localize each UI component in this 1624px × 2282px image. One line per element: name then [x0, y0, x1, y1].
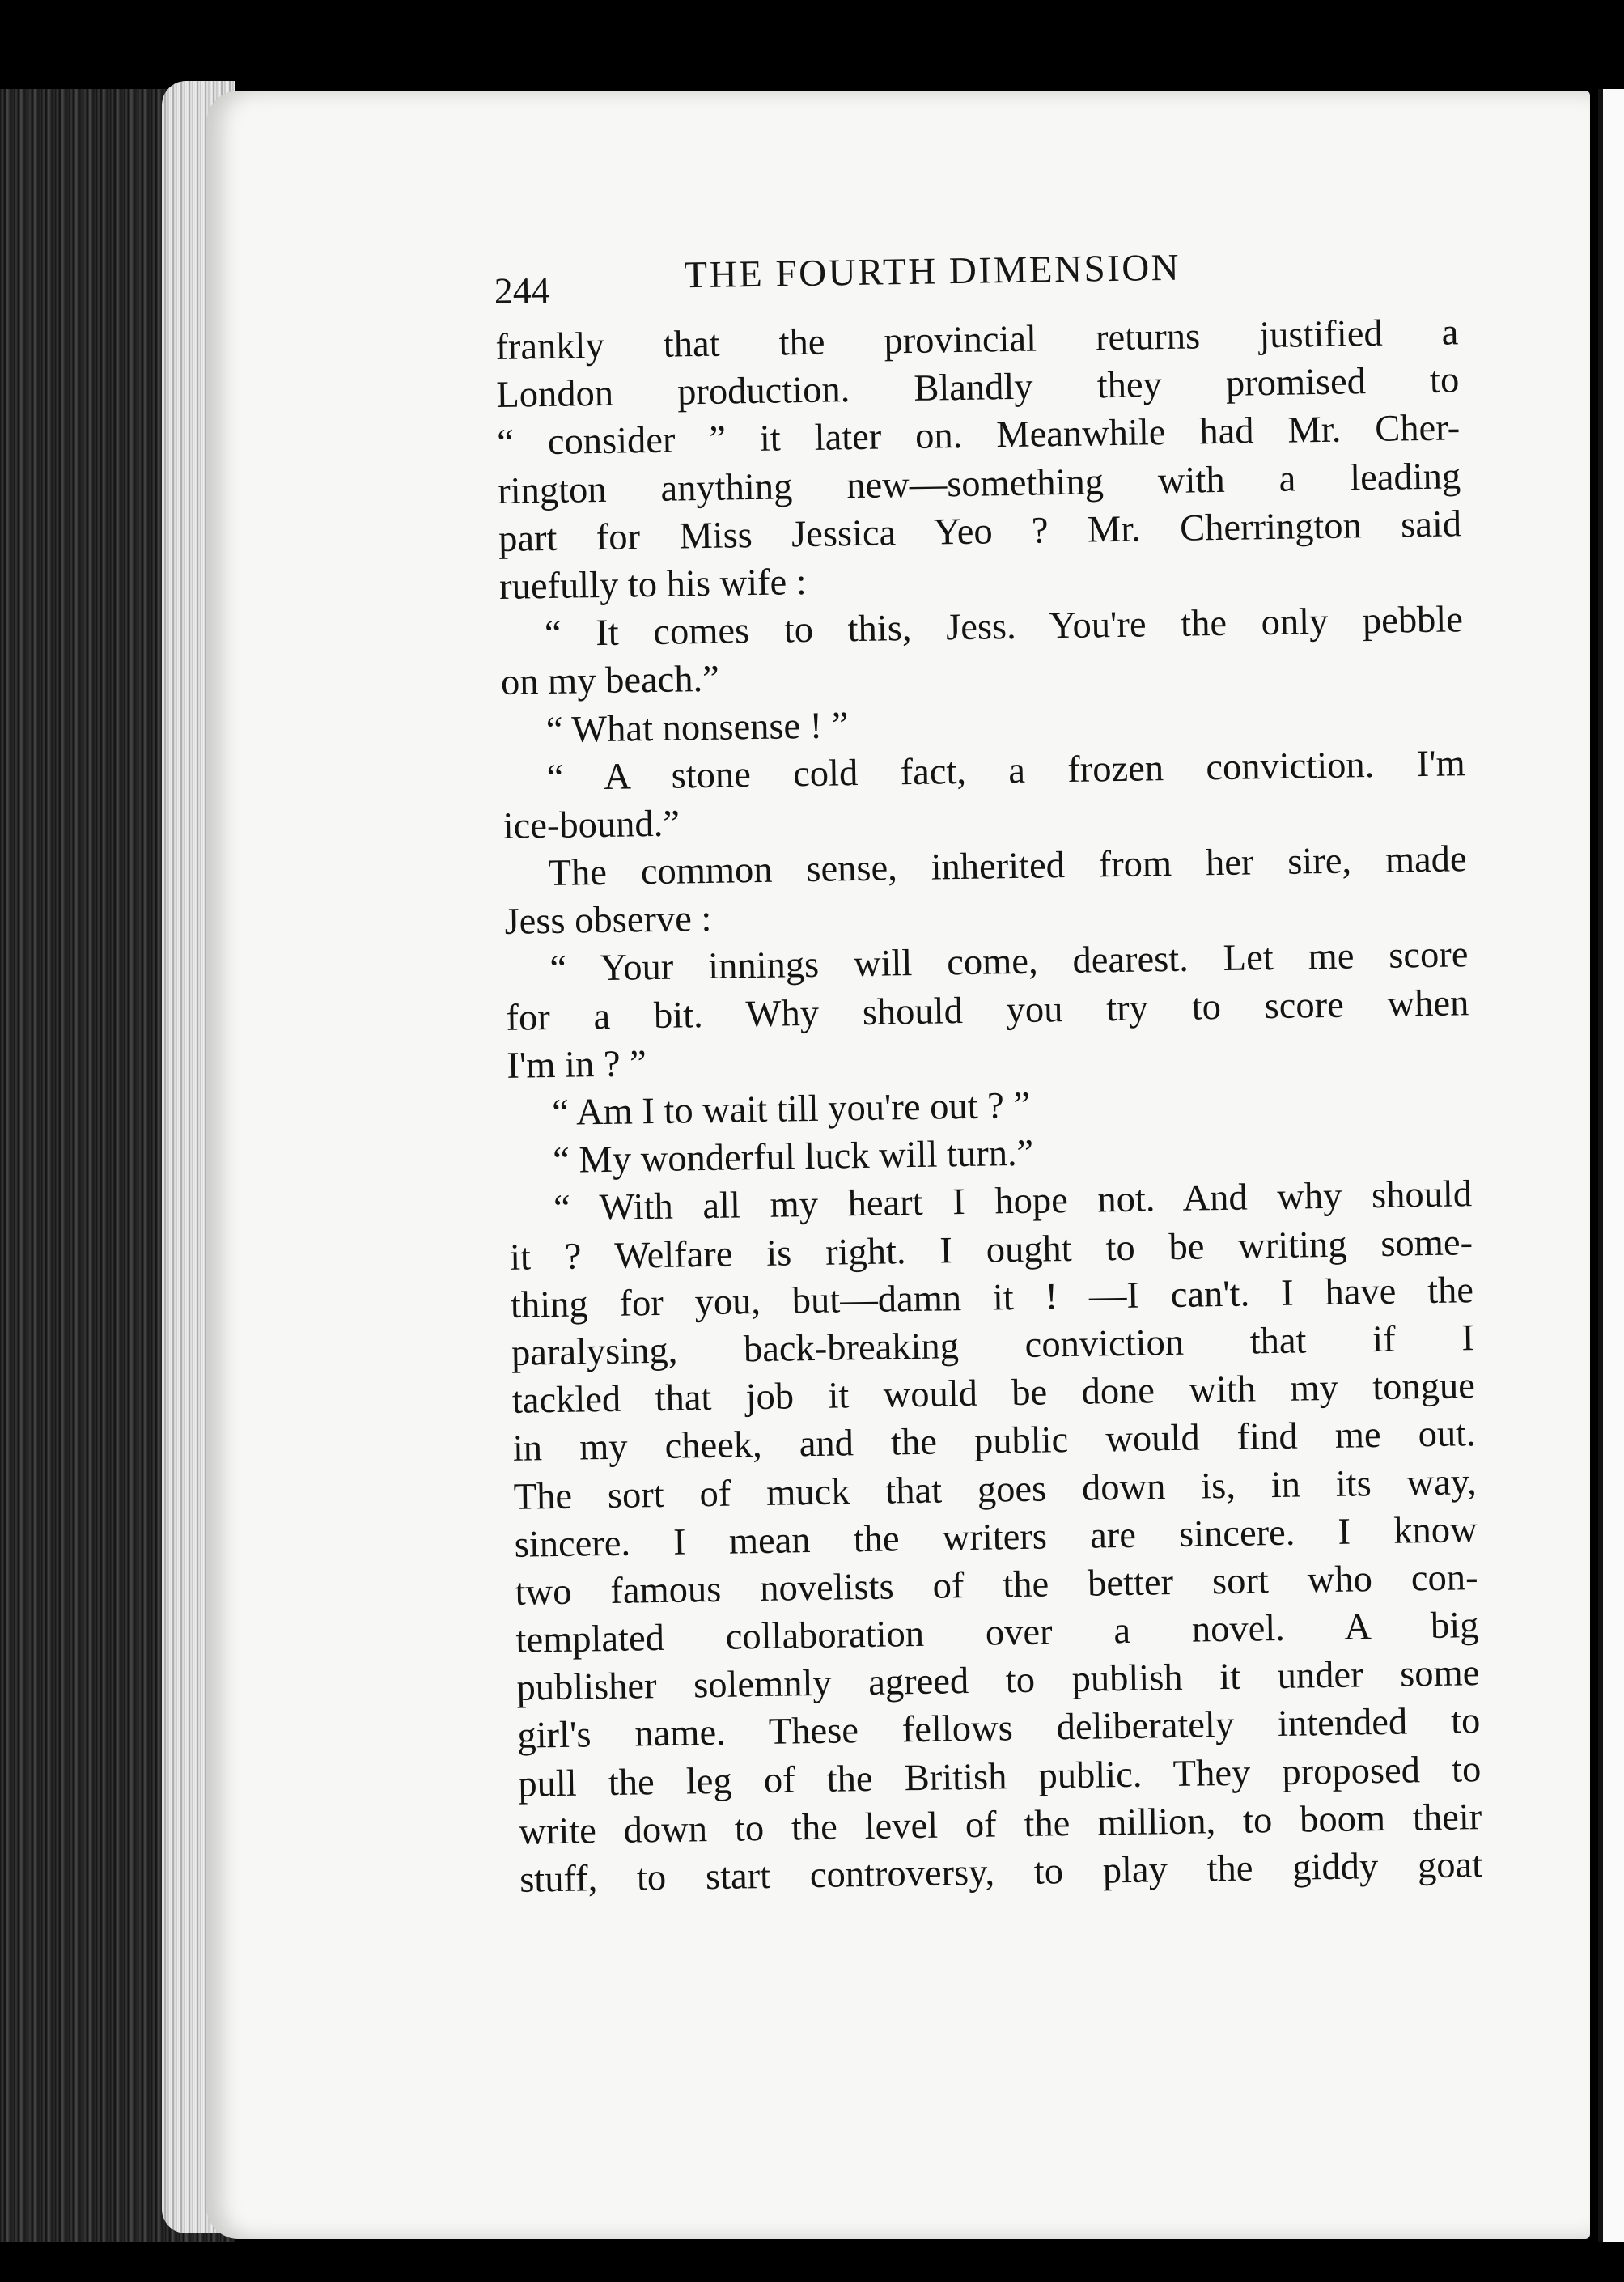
text-line: templated collaboration over a novel. A big: [515, 1605, 1479, 1661]
text-line: rington anything new—something with a leading: [497, 455, 1461, 512]
text-line: “ It comes to this, Jess. You're the only pebble: [544, 599, 1464, 655]
text-line: it ? Welfare is right. I ought to be writing some-: [509, 1221, 1473, 1279]
text-line: “ Am I to wait till you're out ? ”: [551, 1084, 1031, 1135]
text-line: The common sense, inherited from her sire, made: [548, 838, 1467, 895]
text-line: ruefully to his wife :: [498, 561, 808, 608]
text-line: “ With all my heart I hope not. And why should: [553, 1173, 1473, 1230]
text-line: London production. Blandly they promised to: [495, 359, 1460, 417]
text-line: in my cheek, and the public would find me out.: [512, 1413, 1477, 1470]
text-line: “ My wonderful luck will turn.”: [552, 1132, 1034, 1182]
text-line: two famous novelists of the better sort who con-: [515, 1556, 1478, 1614]
facing-page-edge: [1598, 89, 1624, 2242]
text-line: part for Miss Jessica Yeo ? Mr. Cherrington said: [498, 503, 1462, 560]
text-line: for a bit. Why should you try to score when: [506, 982, 1469, 1039]
text-line: tackled that job it would be done with my tongue: [511, 1365, 1476, 1422]
text-line: write down to the level of the million, to boom their: [518, 1796, 1482, 1853]
text-line: “ Your innings will come, dearest. Let me score: [549, 934, 1469, 990]
text-line: frankly that the provincial returns justified a: [495, 312, 1459, 368]
text-line: The sort of muck that goes down is, in its way,: [513, 1461, 1478, 1518]
text-line: thing for you, but—damn it ! —I can't. I have the: [510, 1269, 1474, 1326]
text-line: “ consider ” it later on. Meanwhile had Mr. Cher-: [496, 407, 1461, 464]
text-line: pull the leg of the British public. They proposed to: [517, 1748, 1482, 1805]
text-line: girl's name. These fellows deliberately intended to: [517, 1700, 1481, 1758]
text-line: “ A stone cold fact, a frozen conviction. I'm: [546, 742, 1466, 799]
text-line: paralysing, back-breaking conviction that if I: [511, 1317, 1475, 1374]
page-header: [494, 242, 1304, 320]
text-line: Jess observe :: [504, 898, 712, 944]
running-title: THE FOURTH DIMENSION: [684, 246, 1181, 297]
page-number: 244: [494, 269, 551, 312]
text-line: “ What nonsense ! ”: [545, 704, 849, 751]
text-line: I'm in ? ”: [507, 1042, 647, 1087]
body-text: [495, 308, 1483, 1904]
text-line: on my beach.”: [500, 659, 720, 704]
text-line: publisher solemnly agreed to publish it under some: [516, 1652, 1480, 1710]
text-line: sincere. I mean the writers are sincere. I know: [514, 1508, 1478, 1566]
text-line: ice-bound.”: [502, 803, 681, 847]
text-line: stuff, to start controversy, to play the giddy goat: [519, 1844, 1483, 1901]
